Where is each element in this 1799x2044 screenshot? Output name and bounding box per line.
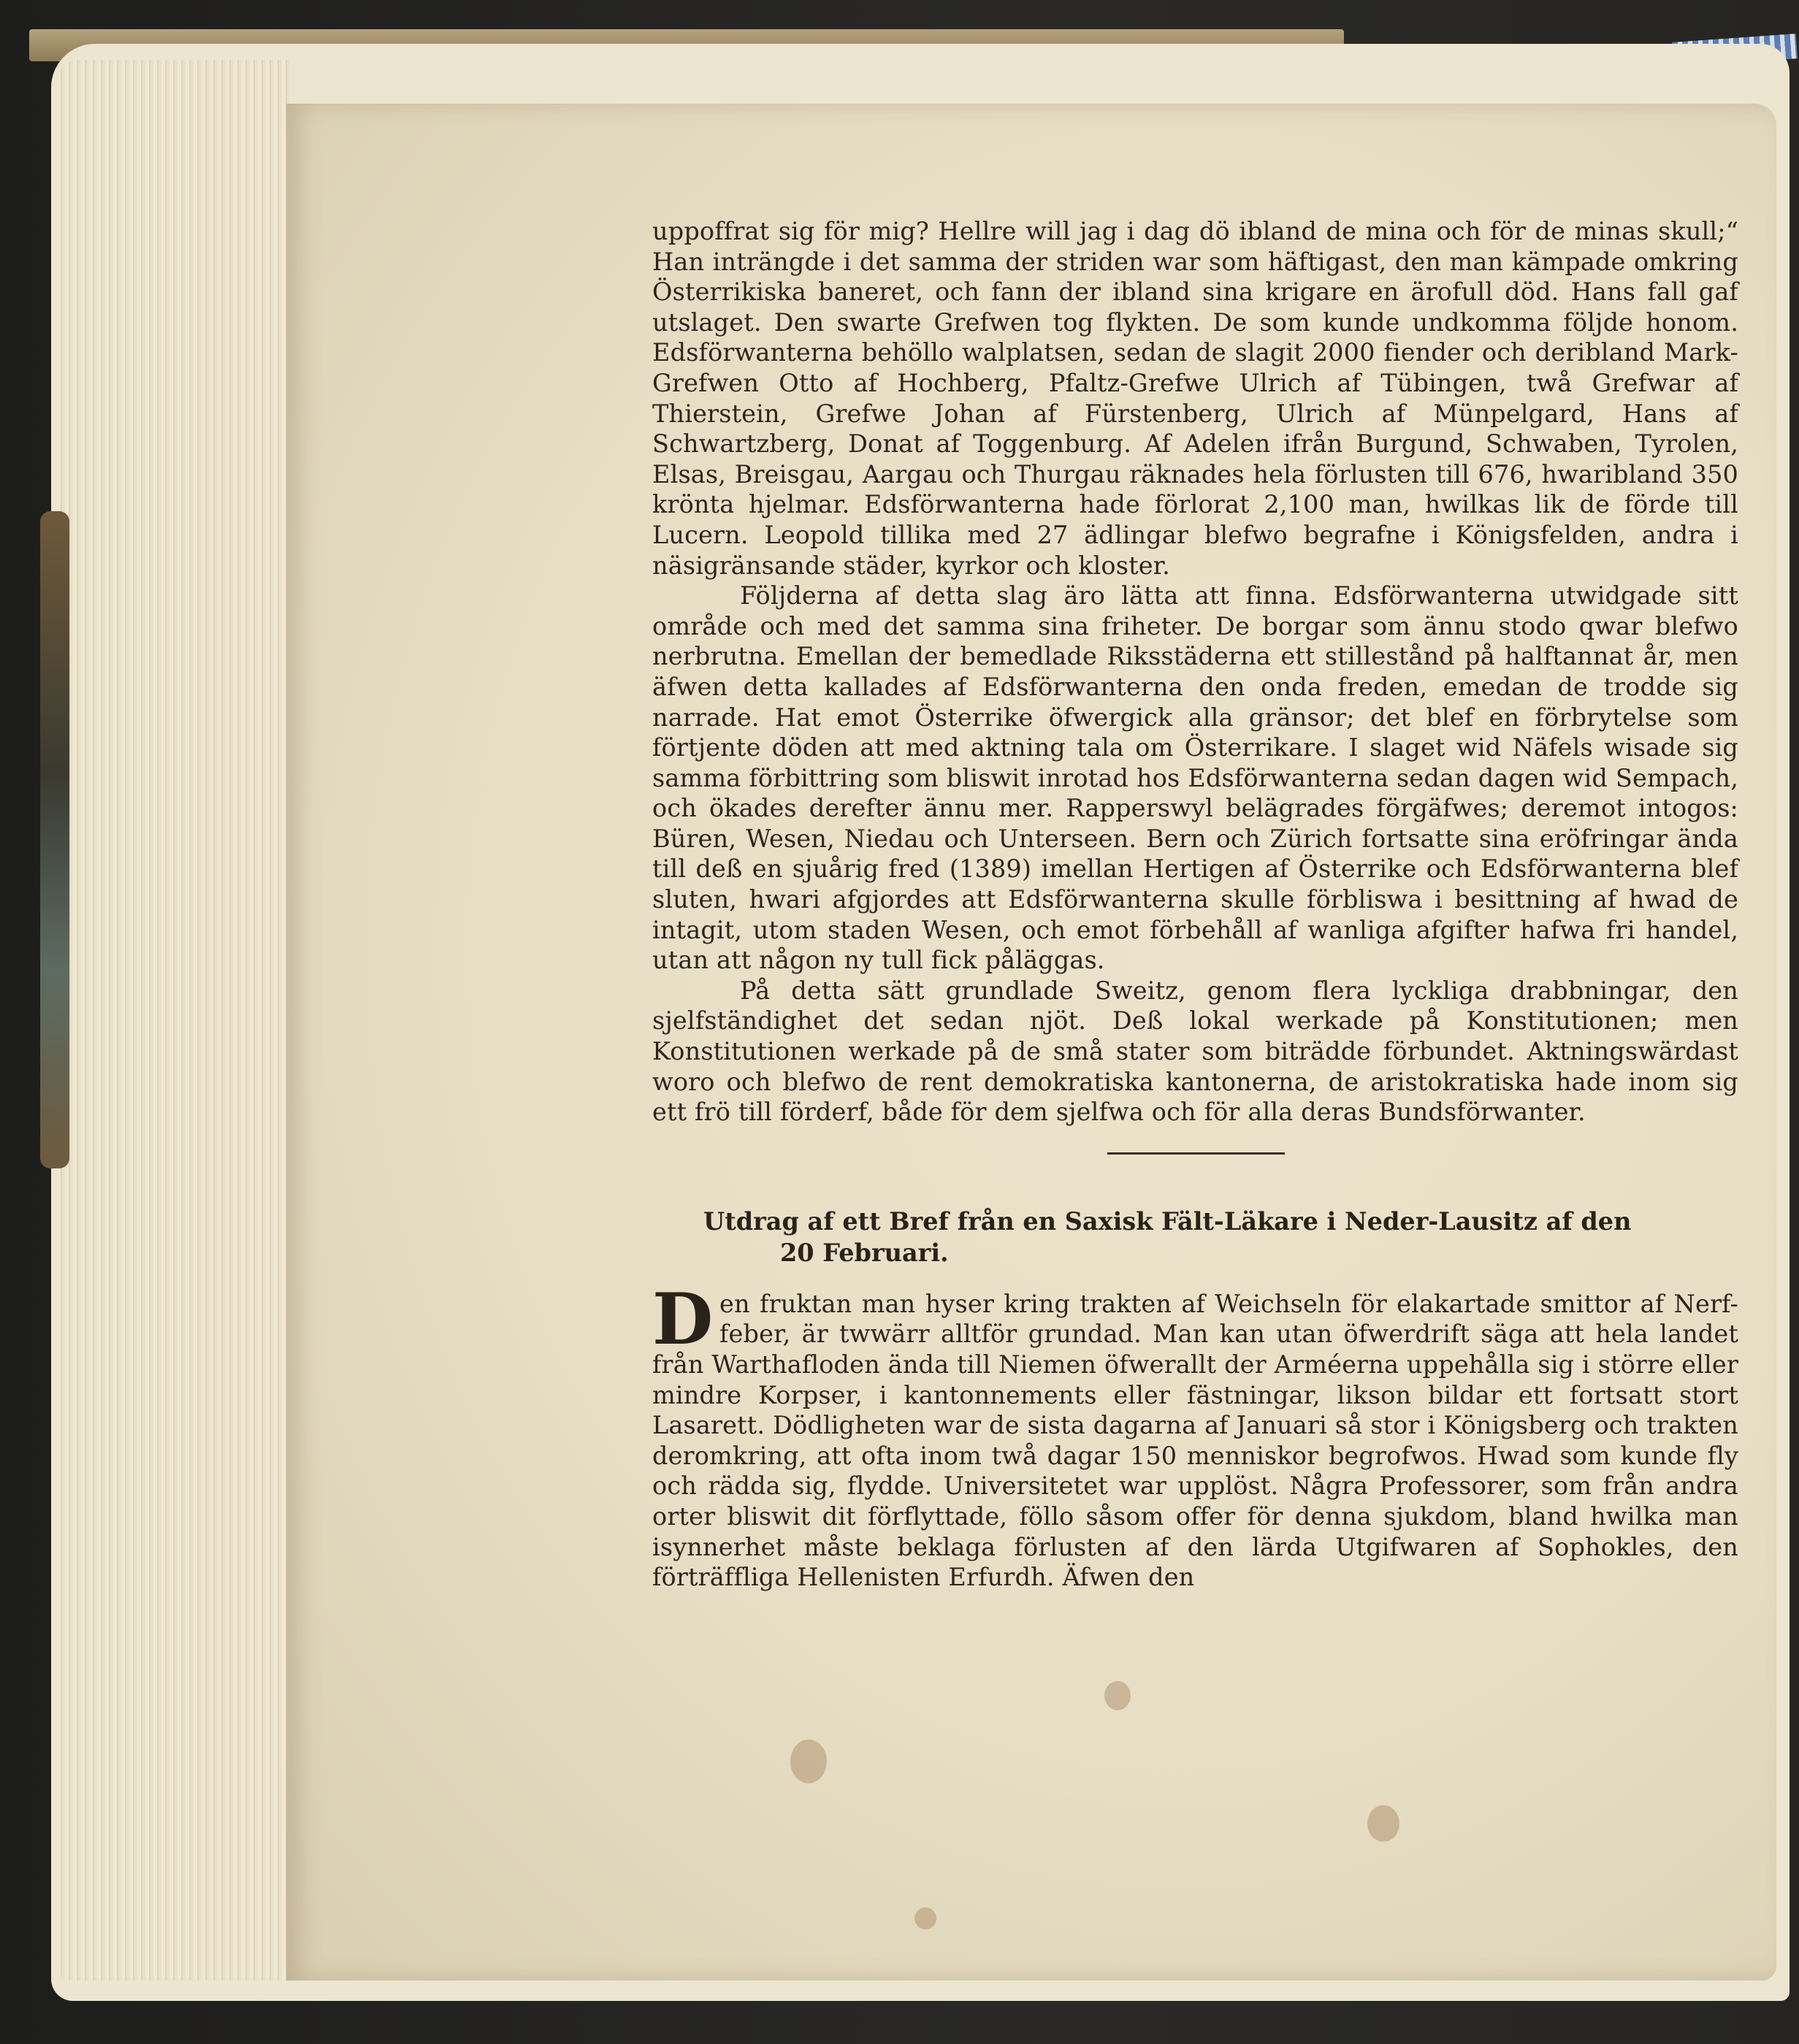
paragraph-1: uppoffrat sig för mig? Hellre will jag i dag dö ibland de mina och för de minas skull;“ Han inträngde i det samma der striden war som häftigast, den man kämpade omkring Österrikiska baneret, och fann der ibland sina krigare en ärofull död. Hans fall gaf utslaget. Den swarte Grefwen tog flykten. De som kunde undkomma följde honom. Edsförwanterna behöllo walplatsen, sedan de slagit 2000 fiender och deribland Mark-Grefwen Otto af Hochberg, Pfaltz-Grefwe Ulrich af Tübingen, twå Grefwar af Thierstein, Grefwe Johan af Fürstenberg, Ulrich af Münpelgard, Hans af Schwartzberg, Donat af Toggenburg. Af Adelen ifrån Burgund, Schwaben, Tyrolen, Elsas, Breisgau, Aargau och Thurgau räknades hela förlusten till 676, hwaribland 350 krönta hjelmar. Edsförwanterna hade förlorat 2,100 man, hwilkas lik de förde till Lucern. Leopold tillika med 27 ädlingar blefwo begrafne i Königsfelden, andra i näsigränsande städer, kyrkor och kloster. [652,217,1738,580]
drop-cap: D [652,1277,714,1360]
foxing-spot [1104,1681,1131,1710]
foxing-spot [790,1739,827,1783]
foxing-spot [914,1907,936,1929]
paragraph-3: På detta sätt grundlade Sweitz, genom flera lyckliga drabbningar, den sjelfständighet det sedan njöt. Deß lokal werkade på Konstitutionen; men Konstitutionen werkade på de små stater som biträdde förbundet. Aktningswärdast woro och blefwo de rent demokratiska kantonerna, de aristokratiska hade inom sig ett frö till förderf, både för dem sjelfwa och för alla deras Bundsförwanter. [652,976,1738,1127]
section-divider [1107,1152,1285,1155]
letter-body [652,1277,1738,1593]
page-text [652,216,1738,1593]
foxing-spot [1367,1805,1399,1842]
page-fore-edge [57,60,291,1980]
letter-paragraph: en fruktan man hyser kring trakten af Weichseln för elakartade smittor af Nerf-feber, är twwärr alltför grundad. Man kan utan öfwerdrift säga att hela landet från Warthafloden ända till Niemen öfwerallt der Arméerna uppehålla sig i större eller mindre Korpser, i kantonnements eller fästningar, likson bildar ett fortsatt stort Lasarett. Dödligheten war de sista dagarna af Januari så stor i Königsberg och trakten deromkring, att ofta inom twå dagar 150 menniskor begrofwos. Hwad som kunde fly och rädda sig, flydde. Universitetet war upplöst. Några Professorer, som från andra orter bliswit dit förflyttade, föllo såsom offer för denna sjukdom, bland hwilka man isynnerhet måste beklaga förlusten af den lärda Utgifwaren af Sophokles, den förträffliga Hellenisten Erfurdh. Äfwen den [652,1289,1738,1592]
heading-line-2: 20 Februari. [780,1238,949,1267]
article-heading [703,1206,1738,1268]
paragraph-2: Följderna af detta slag äro lätta att finna. Edsförwanterna utwidgade sitt område och med det samma sina friheter. De borgar som ännu stodo qwar blefwo nerbrutna. Emellan der bemedlade Riksstäderna ett stillestånd på halftannat år, men äfwen detta kallades af Edsförwanterna den onda freden, emedan de trodde sig narrade. Hat emot Österrike öfwergick alla gränsor; det blef en förbrytelse som förtjente döden att med aktning tala om Österrikare. I slaget wid Näfels wisade sig samma förbittring som bliswit inrotad hos Edsförwanterna sedan dagen wid Sempach, och ökades derefter ännu mer. Rapperswyl belägrades förgäfwes; deremot intogos: Büren, Wesen, Niedau och Unterseen. Bern och Zürich fortsatte sina eröfringar ända till deß en sjuårig fred (1389) imellan Hertigen af Österrike och Edsförwanterna blef sluten, hwari afgjordes att Edsförwanterna skulle förbliswa i besittning af hwad de intagit, utom staden Wesen, och emot förbehåll af wanliga afgifter hafwa fri handel, utan att någon ny tull fick påläggas. [652,581,1738,975]
edge-stain [40,511,69,1168]
heading-line-1: Utdrag af ett Bref från en Saxisk Fält-Läkare i Neder-Lausitz af den [703,1206,1632,1236]
